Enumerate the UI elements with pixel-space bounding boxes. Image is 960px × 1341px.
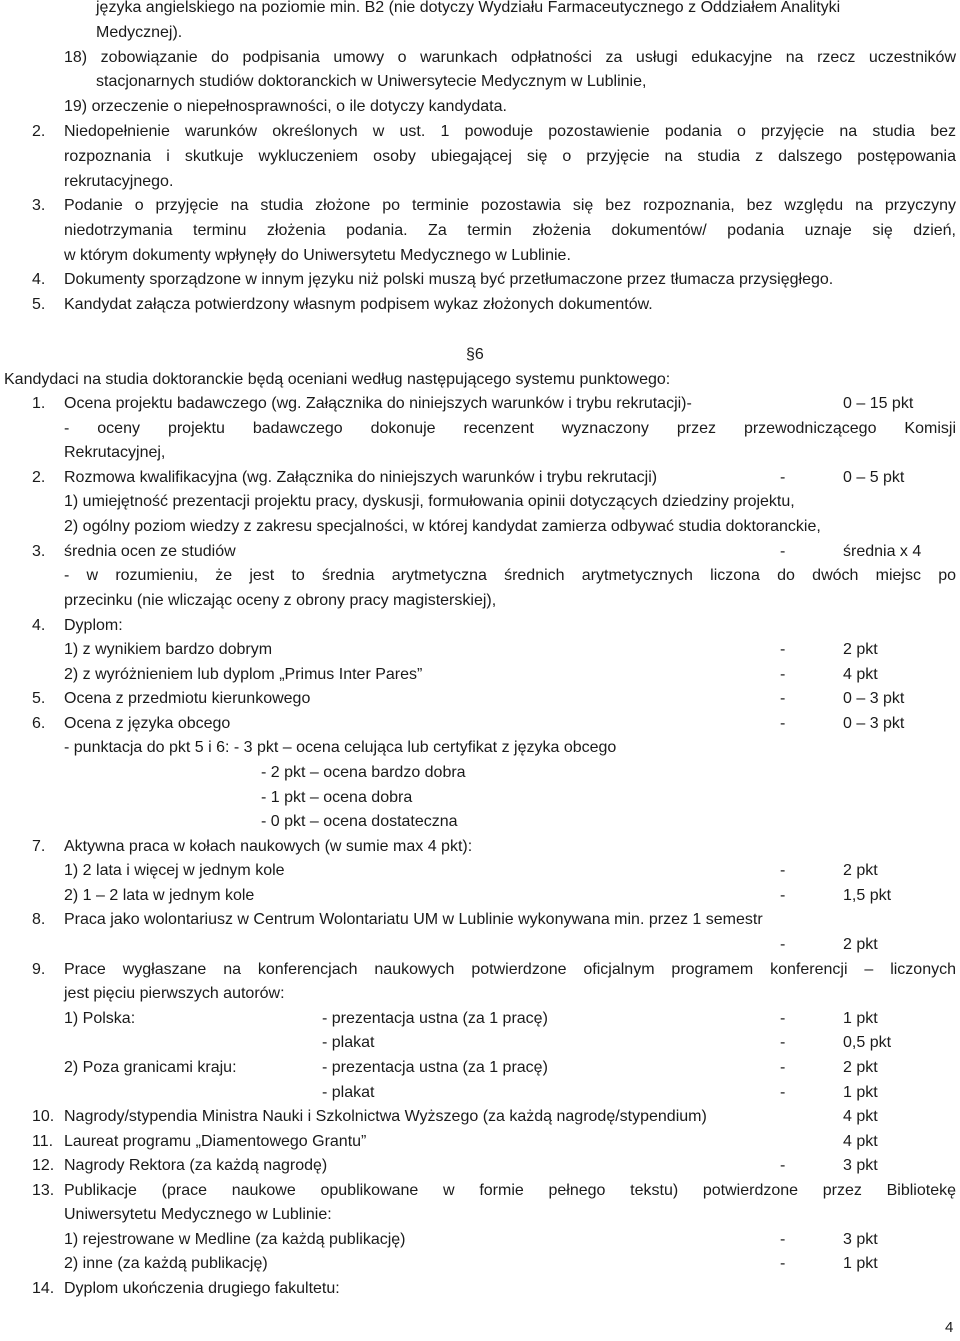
item-11-points: 4 pkt [843,1133,878,1150]
item-8-label: Praca jako wolontariusz w Centrum Wolontariatu UM w Lublinie wykonywana min. przez 1 semestr [64,911,763,928]
item-number: 8. [32,911,46,928]
points-dash: - [780,715,786,732]
points-dash: - [780,1231,786,1248]
points-dash: - [780,1059,786,1076]
requirement-18: 18) zobowiązanie do podpisania umowy o warunkach odpłatności za usługi edukacyjne na rzecz uczestników [64,49,956,66]
requirement-18-cont: stacjonarnych studiów doktoranckich w Uniwersytecie Medycznym w Lublinie, [96,73,647,90]
item-9-sub-1-oral-points: 1 pkt [843,1010,878,1027]
item-8-points: 2 pkt [843,936,878,953]
requirement-19: 19) orzeczenie o niepełnosprawności, o ile dotyczy kandydata. [64,98,507,115]
item-9-label: Prace wygłaszane na konferencjach naukowych potwierdzone oficjalnym programem konferencji – liczonych [64,961,956,978]
item-3-note: - w rozumieniu, że jest to średnia arytmetyczna średnich arytmetycznych liczona do dwóch miejsc po [64,567,956,584]
item-5-label: Ocena z przedmiotu kierunkowego [64,690,311,707]
item-number: 5. [32,690,46,707]
item-number: 10. [32,1108,55,1125]
item-4-label: Dyplom: [64,617,123,634]
item-9-sub-2-poster-points: 1 pkt [843,1084,878,1101]
points-dash: - [780,1010,786,1027]
paragraph-2-line: rozpoznania i skutkuje wykluczeniem osoby ubiegającej się o przyjęcie na studia z dalszego postępowania [64,148,956,165]
paragraph-number: 4. [32,271,46,288]
points-dash: - [780,1255,786,1272]
item-number: 14. [32,1280,55,1297]
item-6-points: 0 – 3 pkt [843,715,905,732]
item-2-points: 0 – 5 pkt [843,469,905,486]
paragraph-number: 2. [32,123,46,140]
points-dash: - [780,936,786,953]
item-number: 9. [32,961,46,978]
item-1-note: - oceny projektu badawczego dokonuje recenzent wyznaczony przez przewodniczącego Komisji [64,420,956,437]
item-13-sub-1: 1) rejestrowane w Medline (za każdą publikację) [64,1231,406,1248]
item-9-sub-2-oral: - prezentacja ustna (za 1 pracę) [322,1059,548,1076]
item-13-label-cont: Uniwersytetu Medycznego w Lublinie: [64,1206,332,1223]
item-12-label: Nagrody Rektora (za każdą nagrodę) [64,1157,328,1174]
item-number: 6. [32,715,46,732]
points-dash: - [780,469,786,486]
item-3-label: średnia ocen ze studiów [64,543,236,560]
item-4-sub-1: 1) z wynikiem bardzo dobrym [64,641,273,658]
points-dash: - [780,1084,786,1101]
item-number: 2. [32,469,46,486]
item-5-points: 0 – 3 pkt [843,690,905,707]
item-number: 3. [32,543,46,560]
paragraph-5: Kandydat załącza potwierdzony własnym podpisem wykaz złożonych dokumentów. [64,296,653,313]
item-2-sub-1: 1) umiejętność prezentacji projektu pracy, dyskusji, formułowania opinii dotyczących dziedziny projektu, [64,493,795,510]
points-dash: - [780,1157,786,1174]
item-13-sub-2: 2) inne (za każdą publikację) [64,1255,268,1272]
page-number: 4 [945,1319,954,1336]
item-7-label: Aktywna praca w kołach naukowych (w sumie max 4 pkt): [64,838,473,855]
item-number: 7. [32,838,46,855]
paragraph-3-line: w którym dokumenty wpłynęły do Uniwersytetu Medycznego w Lublinie. [64,247,571,264]
item-10-label: Nagrody/stypendia Ministra Nauki i Szkolnictwa Wyższego (za każdą nagrodę/stypendium) [64,1108,707,1125]
item-9-sub-1-poster-points: 0,5 pkt [843,1034,892,1051]
item-11-label: Laureat programu „Diamentowego Grantu” [64,1133,367,1150]
item-4-sub-2-points: 4 pkt [843,666,878,683]
paragraph-3-line: Podanie o przyjęcie na studia złożone po terminie pozostawia się bez rozpoznania, bez względu na przyczyny [64,197,956,214]
item-9-sub-1-poster: - plakat [322,1034,375,1051]
item-1-label: Ocena projektu badawczego (wg. Załącznika do niniejszych warunków i trybu rekrutacji)- [64,395,692,412]
item-9-label-cont: jest pięciu pierwszych autorów: [64,985,285,1002]
points-dash: - [780,641,786,658]
item-10-points: 4 pkt [843,1108,878,1125]
item-7-sub-1: 1) 2 lata i więcej w jednym kole [64,862,285,879]
item-7-sub-2-points: 1,5 pkt [843,887,892,904]
item-9-sub-1: 1) Polska: [64,1010,136,1027]
paragraph-number: 5. [32,296,46,313]
paragraph-3-line: niedotrzymania terminu złożenia podania. Za termin złożenia dokumentów/ podania uznaje się dzień, [64,222,956,239]
item-number: 11. [32,1133,54,1150]
continued-requirement-line: Medycznej). [96,24,183,41]
points-dash: - [780,690,786,707]
paragraph-number: 3. [32,197,46,214]
paragraph-4: Dokumenty sporządzone w innym języku niż polski muszą być przetłumaczone przez tłumacza przysięgłego. [64,271,834,288]
item-6-label: Ocena z języka obcego [64,715,231,732]
points-dash: - [780,666,786,683]
continued-requirement-line: języka angielskiego na poziomie min. B2 (nie dotyczy Wydziału Farmaceutycznego z Oddziałem Analityki [96,0,841,16]
item-number: 1. [32,395,46,412]
item-12-points: 3 pkt [843,1157,878,1174]
item-13-sub-1-points: 3 pkt [843,1231,878,1248]
points-dash: - [780,543,786,560]
item-6-scale-line: - 2 pkt – ocena bardzo dobra [261,764,466,781]
item-6-scale-line: - punktacja do pkt 5 i 6: - 3 pkt – ocena celująca lub certyfikat z języka obcego [64,739,617,756]
section-intro: Kandydaci na studia doktoranckie będą oceniani według następującego systemu punktowego: [4,371,671,388]
item-4-sub-1-points: 2 pkt [843,641,878,658]
item-1-note-cont: Rekrutacyjnej, [64,444,166,461]
item-number: 13. [32,1182,55,1199]
item-9-sub-2-poster: - plakat [322,1084,375,1101]
item-4-sub-2: 2) z wyróżnieniem lub dyplom „Primus Inter Pares” [64,666,423,683]
item-14-label: Dyplom ukończenia drugiego fakultetu: [64,1280,340,1297]
item-number: 12. [32,1157,55,1174]
item-7-sub-2: 2) 1 – 2 lata w jednym kole [64,887,255,904]
item-2-label: Rozmowa kwalifikacyjna (wg. Załącznika do niniejszych warunków i trybu rekrutacji) [64,469,658,486]
paragraph-2-line: rekrutacyjnego. [64,173,174,190]
item-9-sub-2: 2) Poza granicami kraju: [64,1059,237,1076]
item-9-sub-2-oral-points: 2 pkt [843,1059,878,1076]
item-3-points: średnia x 4 [843,543,922,560]
item-9-sub-1-oral: - prezentacja ustna (za 1 pracę) [322,1010,548,1027]
points-dash: - [780,1034,786,1051]
item-1-points: 0 – 15 pkt [843,395,914,412]
item-3-note-cont: przecinku (nie wliczając oceny z obrony pracy magisterskiej), [64,592,497,609]
item-13-label: Publikacje (prace naukowe opublikowane w formie pełnego tekstu) potwierdzone przez Bibliotekę [64,1182,956,1199]
item-number: 4. [32,617,46,634]
item-6-scale-line: - 0 pkt – ocena dostateczna [261,813,458,830]
paragraph-2-line: Niedopełnienie warunków określonych w ust. 1 powoduje pozostawienie podania o przyjęcie na studia bez [64,123,956,140]
item-2-sub-2: 2) ogólny poziom wiedzy z zakresu specjalności, w której kandydat zamierza odbywać studia doktoranckie, [64,518,821,535]
points-dash: - [780,862,786,879]
section-heading: §6 [466,346,484,363]
item-7-sub-1-points: 2 pkt [843,862,878,879]
item-13-sub-2-points: 1 pkt [843,1255,878,1272]
item-6-scale-line: - 1 pkt – ocena dobra [261,789,413,806]
points-dash: - [780,887,786,904]
